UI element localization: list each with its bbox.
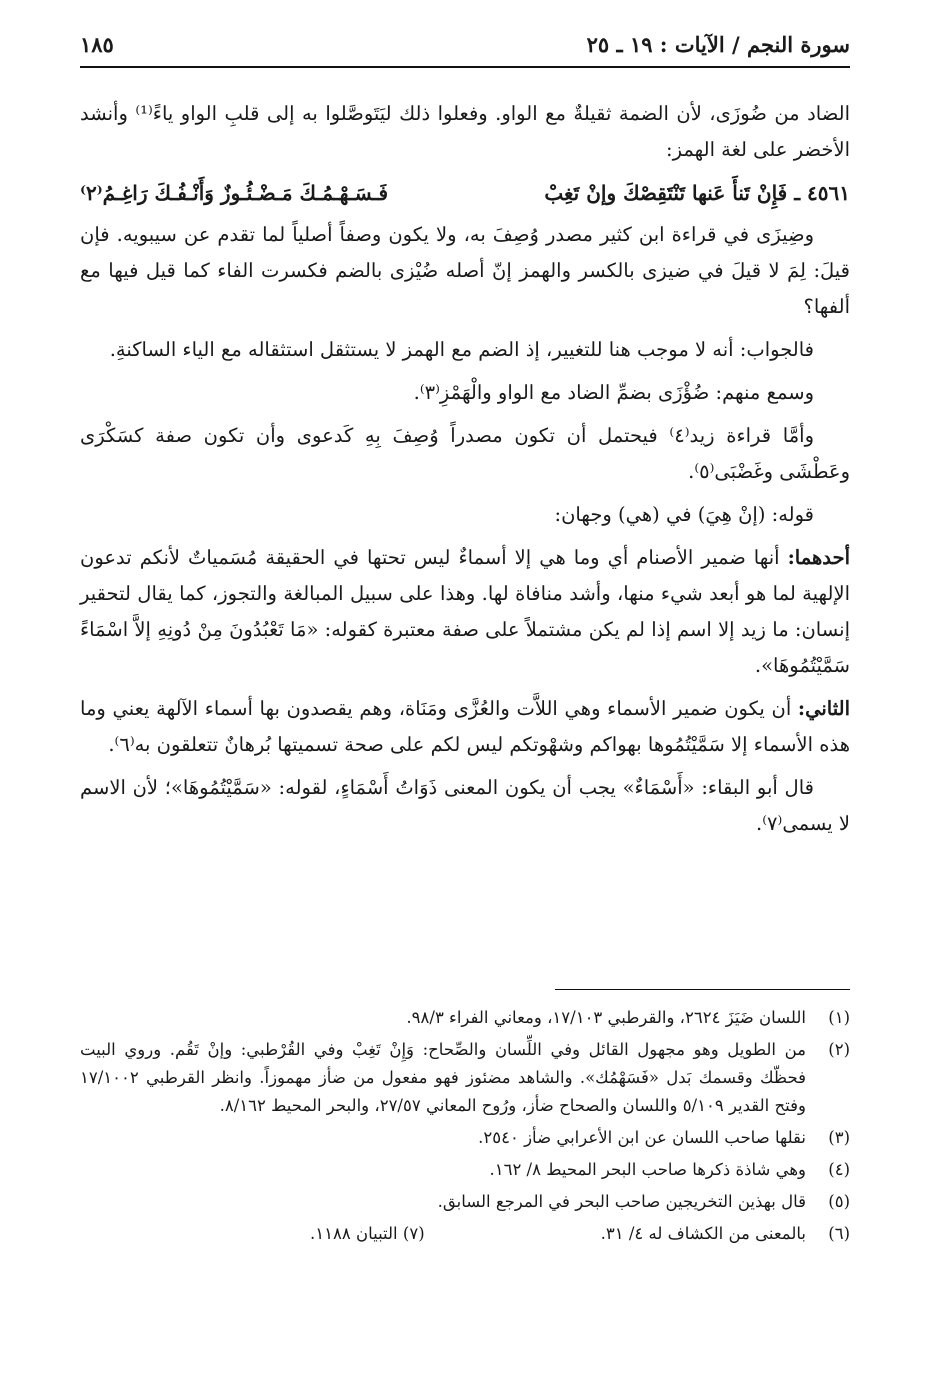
footnote-pair — [80, 1220, 806, 1248]
footnote-text: نقلها صاحب اللسان عن ابن الأعرابي ضأز ٢٥٤٠. — [478, 1128, 806, 1147]
paragraph-lead: أحدهما: — [787, 546, 850, 569]
verse-first-hemistich: ٤٥٦١ ـ فَإِنْ تَنأَ عَنها تَنْتَقِصْكَ وإنْ تَغِبْ — [544, 181, 850, 205]
footnote-text: قال بهذين التخريجين صاحب البحر في المرجع السابق. — [437, 1192, 806, 1211]
header-title: سورة النجم / الآيات : ١٩ ـ ٢٥ — [586, 32, 850, 57]
footnote-separator — [555, 989, 850, 990]
footnote-number: (٤) — [828, 1160, 850, 1179]
footnote-number: (٢) — [828, 1040, 850, 1059]
footnote-text: بالمعنى من الكشاف له ٤/ ٣١. — [600, 1224, 806, 1243]
footnote-number: (٣) — [828, 1128, 850, 1147]
footnote — [80, 1036, 850, 1120]
paragraph — [80, 540, 850, 684]
footnote-number: (٧) — [402, 1224, 425, 1243]
verse-second-hemistich: فَـسَـهْـمُـكَ مَـضْـئُـوزٌ وَأَنْـفُـكَ رَاغِـمُ⁽٢⁾ — [80, 181, 389, 205]
footnote-text: التبيان ١١٨٨. — [310, 1224, 398, 1243]
paragraph — [80, 691, 850, 763]
running-header — [80, 30, 850, 68]
footnote-text: وهي شاذة ذكرها صاحب البحر المحيط ٨/ ١٦٢. — [489, 1160, 806, 1179]
paragraph-text: أن يكون ضمير الأسماء وهي اللاَّت والعُزَّى ومَنَاة، وهم يقصدون بها أسماء الآلهة يعني وما هذه الأسماء إلا سَمَّيْتُمُوها بهواكم وشهْوتكم ليس لكم على صحة تسميتها بُرهانٌ تتعلقون به⁽٦⁾. — [80, 697, 850, 756]
footnote-text: من الطويل وهو مجهول القائل وفي اللِّسان والصِّحاح: وَإِنْ تَغِبْ وفي القُرْطبي: وإنْ تَقُم. وروي البيت فحظّك وقسمك بَدل «فَسَهْمُك». والشاهد مضئوز فهو مفعول من ضأز مهموزاً. وانظر القرطبي ١٧/١٠٠٢ وفتح القدير ٥/١٠٩ واللسان والصحاح ضأز، ورُوح المعاني ٢٧/٥٧، والبحر المحيط ٨/١٦٢. — [80, 1040, 806, 1115]
footnote-inline — [310, 1220, 425, 1248]
page-number: ١٨٥ — [80, 32, 114, 57]
paragraph: قوله: (إنْ هِيَ) في (هي) وجهان: — [554, 503, 814, 526]
footnote — [80, 1188, 850, 1216]
paragraph: الضاد من ضُوزَى، لأن الضمة ثقيلةٌ مع الواو. وفعلوا ذلك ليَتَوصَّلوا به إلى قلبِ الواو ياءً⁽¹⁾ وأنشد الأخضر على لغة الهمز: — [80, 102, 850, 161]
footnote — [80, 1004, 850, 1032]
footnote — [80, 1156, 850, 1184]
paragraph: وأمَّا قراءة زيد⁽٤⁾ فيحتمل أن تكون مصدراً وُصِفَ بِهِ كَدعوى وأن تكون صفة كسَكْرَى وعَطْشَى وغَضْبَى⁽٥⁾. — [80, 424, 850, 483]
paragraph-lead: الثاني: — [797, 697, 850, 720]
paragraph-text: أنها ضمير الأصنام أي وما هي إلا أسماءٌ ليس تحتها في الحقيقة مُسَمياتٌ لأنكم تدعون الإلهية لما هو أبعد شيء منها، وأشد منافاة لها. وهذا على سبيل المبالغة والتجوز، كما يقال لتحقير إنسان: ما زيد إلا اسم إذا لم يكن مشتملاً على صفة معتبرة كقوله: «مَا تَعْبُدُونَ مِنْ دُونِهِ إلاَّ اسْمَاءً سَمَّيْتُمُوهَا». — [80, 546, 850, 677]
footnote — [80, 1220, 850, 1248]
paragraph: وضِيزَى في قراءة ابن كثير مصدر وُصِفَ به، ولا يكون وصفاً أصلياً لما تقدم عن سيبويه. فإن قيلَ: لِمَ لا قيلَ في ضيزى بالكسر والهمز إنّ أصله ضُيْزى بالضم فكسرت الفاء كما قيل فيها مع ألفها؟ — [80, 223, 850, 318]
paragraph: فالجواب: أنه لا موجب هنا للتغيير، إذ الضم مع الهمز لا يستثقل استثقاله مع الياء الساكنةِ. — [109, 338, 814, 361]
footnote-number: (٥) — [828, 1192, 850, 1211]
paragraph: قال أبو البقاء: «أَسْمَاءٌ» يجب أن يكون المعنى ذَوَاتُ أَسْمَاءٍ، لقوله: «سَمَّيْتُمُوهَا»؛ لأن الاسم لا يسمى⁽٧⁾. — [80, 776, 850, 835]
paragraph: وسمع منهم: ضُؤْزَى بضمِّ الضاد مع الواو والْهَمْزِ⁽٣⁾. — [413, 381, 814, 404]
footnote — [80, 1124, 850, 1152]
main-text — [80, 96, 850, 849]
footnote-number: (١) — [828, 1008, 850, 1027]
footnote-text: اللسان ضَيَزَ ٢٦٢٤، والقرطبي ١٧/١٠٣، ومعاني الفراء ٩٨/٣. — [406, 1008, 806, 1027]
footnote-number: (٦) — [828, 1224, 850, 1243]
footnotes — [80, 1004, 850, 1252]
poetry-verse — [80, 175, 850, 211]
